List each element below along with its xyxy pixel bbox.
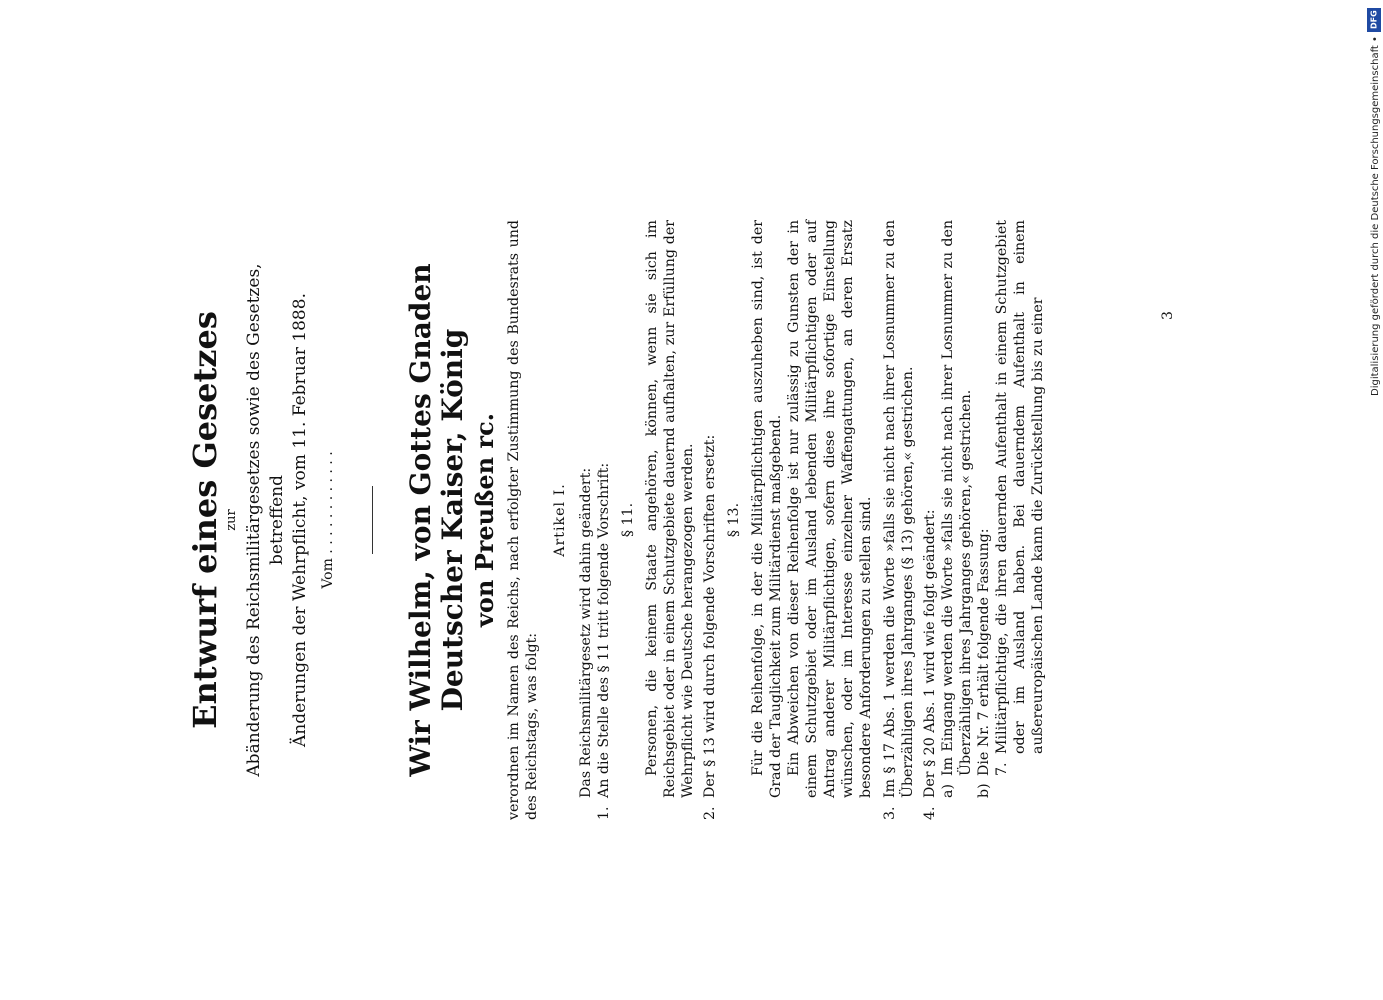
item-1-text: An die Stelle des § 11 tritt folgende Vorschrift:	[596, 462, 612, 798]
subtitle-line-2: Änderungen der Wehrpflicht, vom 11. Februar 1888.	[290, 293, 310, 747]
item-3	[881, 220, 917, 820]
item-4	[921, 220, 939, 820]
item-2-text: Der § 13 wird durch folgende Vorschriften ersetzt:	[702, 434, 718, 798]
item-4-b-7	[993, 220, 1047, 820]
section-11-body: Personen, die keinem Staate angehören, können, wenn sie sich im Reichsgebiet oder in einem Schutzgebiete dauernd aufhalten, zur Erfüllung der Wehrpflicht wie Deutsche herangezogen werden.	[644, 220, 696, 798]
page-number: 3	[1160, 311, 1176, 320]
monarch-line-2: von Preußen rc.	[470, 412, 499, 628]
section-13-body-1: Für die Reihenfolge, in der die Militärpflichtigen auszuheben sind, ist der Grad der Tauglichkeit zum Militärdienst maßgebend.	[750, 220, 784, 798]
item-3-number: 3.	[882, 806, 898, 820]
item-4-a	[939, 220, 975, 820]
item-2	[701, 220, 719, 820]
item-2-number: 2.	[702, 806, 718, 820]
item-4-a-label: a)	[940, 784, 956, 798]
item-1-number: 1.	[596, 806, 612, 820]
article-heading: Artikel I.	[552, 483, 568, 557]
item-4-b	[975, 220, 993, 820]
item-4-b-7-text: Militärpflichtige, die ihren dauernden Aufenthalt in einem Schutzgebiet oder im Ausland haben. Bei dauerndem Aufenthalt in einem außereuropäischen Lande kann die Zurückstellung bis zu einer	[994, 220, 1046, 754]
section-11-heading: § 11.	[620, 502, 636, 538]
title-divider	[372, 486, 373, 554]
item-4-b-text: Die Nr. 7 erhält folgende Fassung:	[976, 528, 992, 776]
preamble: verordnen im Namen des Reichs, nach erfolgter Zustimmung des Bundesrats und des Reichstags, was folgt:	[506, 220, 540, 820]
section-13-body-2: Ein Abweichen von dieser Reihenfolge ist nur zulässig zu Gunsten der in einem Schutzgebiet oder im Ausland lebenden Militärpflichtigen oder auf Antrag anderer Militärpflichtigen, sofern diese ihre sofortige Einstellung wünschen, oder im Interesse einzelner Waffengattungen, an deren Ersatz besondere Anforderungen zu stellen sind.	[786, 220, 874, 798]
title-connector: zur	[224, 509, 239, 531]
article-intro: Das Reichsmilitärgesetz wird dahin geändert:	[578, 467, 594, 798]
document-title: Entwurf eines Gesetzes	[186, 311, 224, 729]
item-4-text: Der § 20 Abs. 1 wird wie folgt geändert:	[922, 509, 938, 798]
item-4-b-label: b)	[976, 783, 992, 798]
item-4-a-text: Im Eingang werden die Worte »falls sie nicht nach ihrer Losnummer zu den Überzähligen ihres Jahrganges gehören,« gestrichen.	[940, 220, 974, 776]
funding-note	[1364, 8, 1383, 408]
funding-text: Digitalisierung gefördert durch die Deutsche Forschungsgemeinschaft •	[1370, 36, 1381, 396]
section-13-heading: § 13.	[726, 502, 742, 538]
subtitle-line-1: Abänderung des Reichsmilitärgesetzes sowie des Gesetzes, betreffend	[244, 263, 287, 777]
dfg-logo: DFG	[1367, 8, 1381, 32]
item-4-number: 4.	[922, 806, 938, 820]
monarch-line-1: Wir Wilhelm, von Gottes Gnaden Deutscher Kaiser, König	[404, 263, 469, 777]
item-4-b-7-label: 7.	[994, 762, 1010, 776]
date-placeholder: Vom . . . . . . . . . . . .	[320, 451, 336, 589]
item-3-text: Im § 17 Abs. 1 werden die Worte »falls sie nicht nach ihrer Losnummer zu den Überzähligen ihres Jahrganges (§ 13) gehören,« gestrichen.	[882, 220, 916, 798]
document-body	[185, 220, 1047, 820]
item-1	[595, 220, 613, 820]
